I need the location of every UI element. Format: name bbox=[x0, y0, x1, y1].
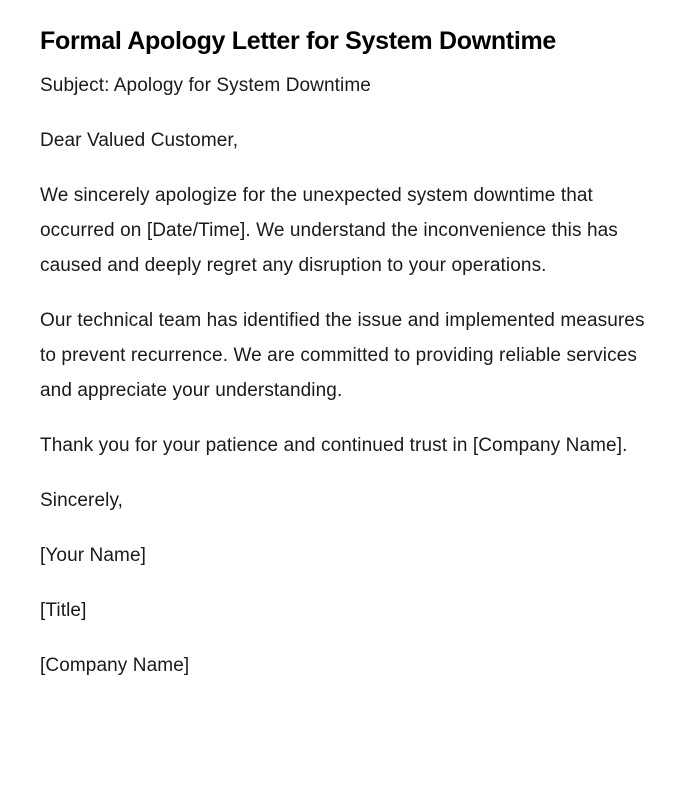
salutation: Dear Valued Customer, bbox=[40, 130, 239, 151]
subject-line: Subject: Apology for System Downtime bbox=[40, 75, 371, 96]
body-paragraph-1: We sincerely apologize for the unexpected system downtime that occurred on [Date/Time]. We understand the inconvenience this has caused and deeply regret any disruption to your operations. bbox=[40, 185, 618, 276]
document-title: Formal Apology Letter for System Downtime bbox=[40, 27, 557, 55]
closing: Sincerely, bbox=[40, 490, 124, 511]
signature-company: [Company Name] bbox=[40, 655, 190, 676]
body-paragraph-2: Our technical team has identified the issue and implemented measures to prevent recurrence. We are committed to providing reliable services and appreciate your understanding. bbox=[40, 310, 645, 401]
signature-name: [Your Name] bbox=[40, 545, 147, 566]
body-paragraph-3: Thank you for your patience and continued trust in [Company Name]. bbox=[40, 435, 628, 456]
signature-title: [Title] bbox=[40, 600, 87, 621]
